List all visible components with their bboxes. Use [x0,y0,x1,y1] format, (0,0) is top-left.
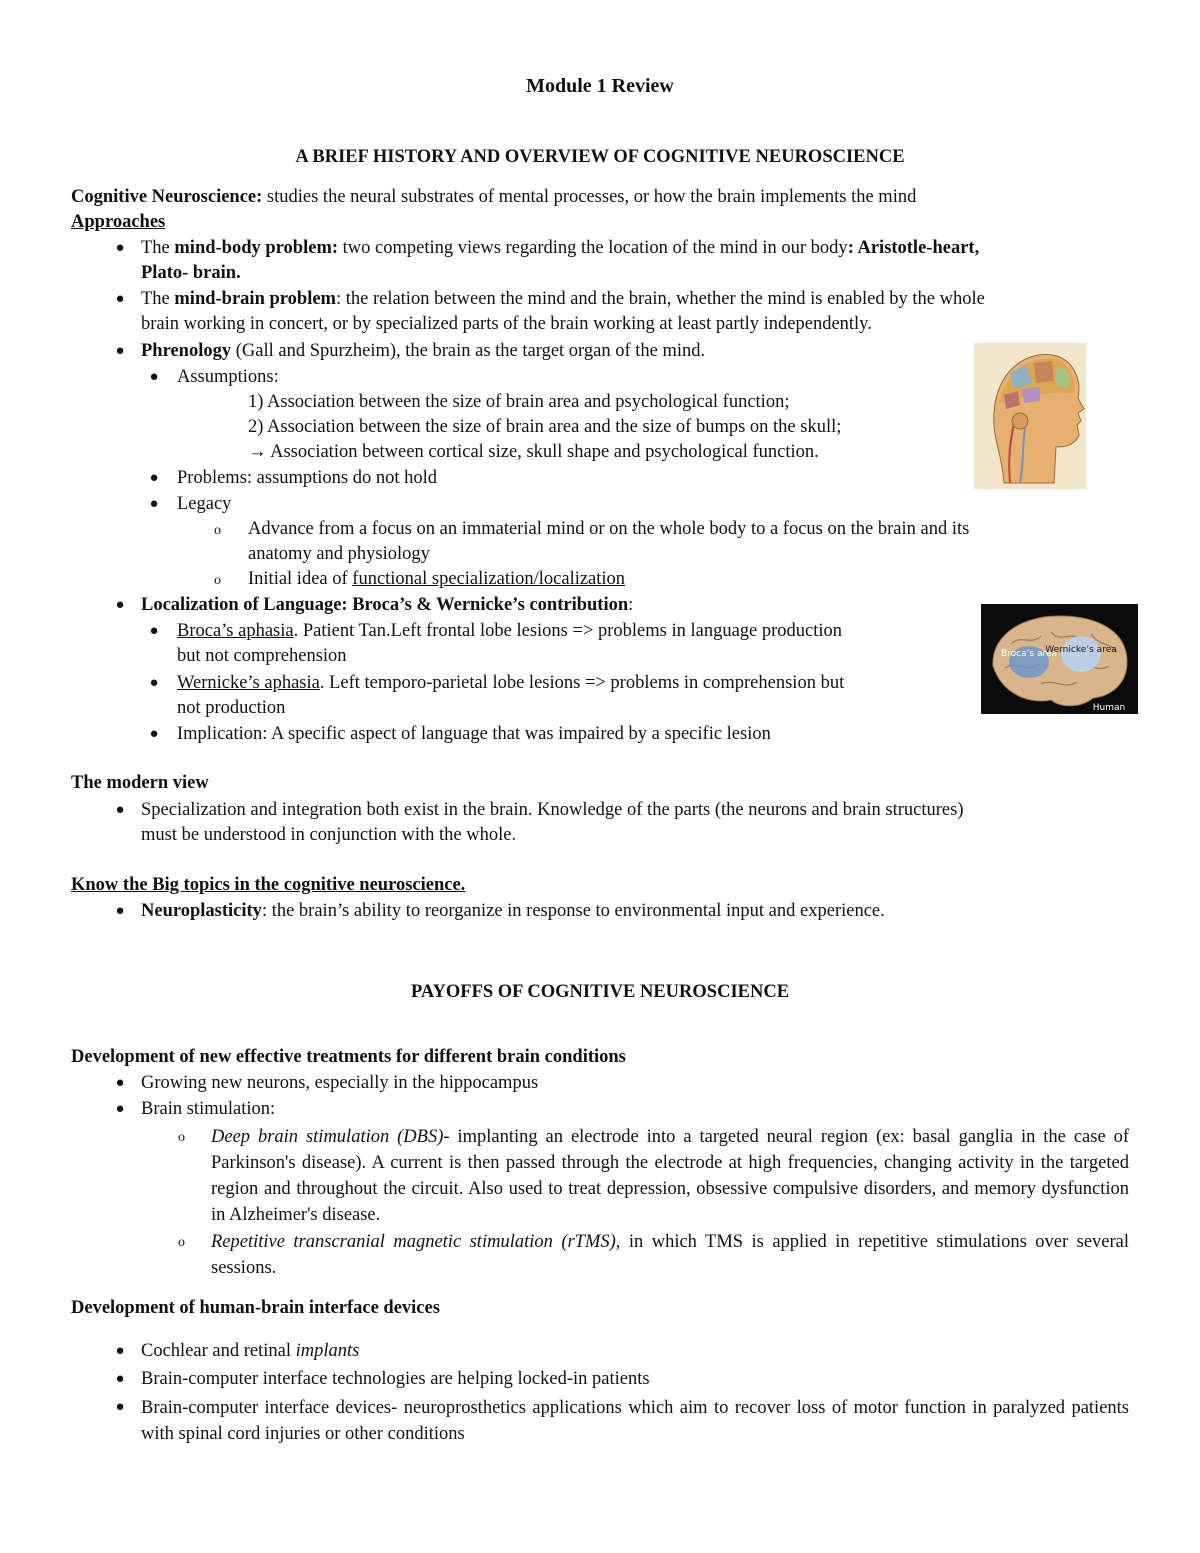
mind-body-views: : Aristotle-heart, [847,238,980,258]
bullet-icon: ● [115,1075,125,1091]
neuroplasticity-item [141,899,885,925]
page-title: Module 1 Review [526,75,674,97]
rtms-term: Repetitive transcranial magnetic stimulation (rTMS) [211,1232,616,1252]
phrenology-term: Phrenology [141,341,232,361]
mind-body-item [141,236,979,262]
rtms-item [211,1229,1129,1281]
dbs-term: Deep brain stimulation (DBS) [211,1127,444,1147]
growing-neurons-item: Growing new neurons, especially in the hippocampus [141,1073,539,1093]
broca-line2: but not comprehension [177,646,347,666]
problems-item: Problems: assumptions do not hold [177,468,438,488]
legacy-label: Legacy [177,494,232,514]
brain-areas-figure [981,604,1138,726]
brain-icon [981,604,1138,726]
bullet-icon: ● [149,369,159,385]
legacy-2-pre: Initial idea of [248,569,353,589]
mind-brain-line2: brain working in concert, or by specialized parts of the brain working at least partly independently. [141,314,872,334]
bullet-icon: ● [115,1399,125,1415]
circle-bullet-icon: o [214,523,221,538]
definition-term: Cognitive Neuroscience: [71,187,263,207]
legacy-2 [248,567,625,593]
locked-in-item: Brain-computer interface technologies are helping locked-in patients [141,1369,650,1389]
neuroplasticity-text: : the brain’s ability to reorganize in response to environmental input and experience. [261,901,885,921]
brain-stimulation-item: Brain stimulation: [141,1099,276,1119]
neuroplasticity-term: Neuroplasticity [141,901,262,921]
phrenology-head-figure [974,343,1086,495]
broca-area-label: Broca’s area [1000,649,1058,659]
implants-pre: Cochlear and retinal [141,1341,296,1361]
bullet-icon: ● [115,597,125,613]
bullet-icon: ● [115,1371,125,1387]
bullet-icon: ● [115,291,125,307]
dbs-item [211,1124,1129,1228]
language-heading-colon: : [628,595,634,615]
bullet-icon: ● [115,903,125,919]
circle-bullet-icon: o [178,1130,185,1145]
implication-item: Implication: A specific aspect of language that was impaired by a specific lesion [177,724,771,744]
species-label: Human [1092,703,1126,713]
wernicke-text: . Left temporo-parietal lobe lesions => problems in comprehension but [319,673,845,693]
assumptions-label: Assumptions: [177,367,279,387]
neuroprosthetics-item: Brain-computer interface devices- neuroprosthetics applications which aim to recover loss of motor function in paralyzed patients with spinal cord injuries or other conditions [141,1398,1129,1444]
bullet-icon: ● [115,1343,125,1359]
wernicke-term: Wernicke’s aphasia [177,673,320,693]
legacy-1: Advance from a focus on an immaterial mind or on the whole body to a focus on the brain and its [248,519,970,539]
dbs-text: - implanting an electrode into a targeted neural region (ex: basal ganglia in the case of Parkinson's disease). A current is then passed through the electrode at high frequencies, changing activity in the targeted region and throughout the circuit. Also used to treat depression, obsessive compulsive disorders, and memory dysfunction in Alzheimer's disease. [211,1127,1129,1225]
wernicke-line2: not production [177,698,286,718]
bullet-icon: ● [115,240,125,256]
wernicke-item [177,671,844,697]
mind-body-text: two competing views regarding the location of the mind in our body [338,238,848,258]
interface-heading: Development of human-brain interface devices [71,1298,440,1318]
implants-item [141,1339,359,1365]
assumption-1: 1) Association between the size of brain area and psychological function; [248,392,790,412]
rtms-text: , in which TMS is applied in repetitive stimulations over several sessions. [211,1232,1129,1278]
legacy-1-line2: anatomy and physiology [248,544,430,564]
mind-brain-pre: The [141,289,175,309]
circle-bullet-icon: o [214,573,221,588]
assumption-3 [248,440,819,466]
language-heading-text: Localization of Language: Broca’s & Wernicke’s contribution [141,595,629,615]
big-topics-heading: Know the Big topics in the cognitive neuroscience. [71,875,466,895]
bullet-icon: ● [149,726,159,742]
mind-brain-term: mind-brain problem [174,289,336,309]
bullet-icon: ● [115,1101,125,1117]
modern-view-line1: Specialization and integration both exist in the brain. Knowledge of the parts (the neurons and brain structures) [141,800,964,820]
assumption-2: 2) Association between the size of brain area and the size of bumps on the skull; [248,417,842,437]
phrenology-item [141,339,705,365]
modern-view-heading: The modern view [71,773,209,793]
circle-bullet-icon: o [178,1235,185,1250]
arrow-icon: → [248,442,267,462]
section-title-payoffs: PAYOFFS OF COGNITIVE NEUROSCIENCE [410,982,790,1002]
definition-line [71,185,916,211]
broca-text: . Patient Tan.Left frontal lobe lesions => problems in language production [293,621,843,641]
treatments-heading: Development of new effective treatments for different brain conditions [71,1047,626,1067]
approaches-heading: Approaches [71,212,166,232]
language-heading [141,593,633,619]
wernicke-area-label: Wernicke’s area [1045,645,1117,655]
bullet-icon: ● [149,470,159,486]
phrenology-head-icon [974,343,1086,495]
broca-term: Broca’s aphasia [177,621,294,641]
assumption-3-text: Association between cortical size, skull shape and psychological function. [266,442,819,462]
mind-brain-item [141,287,985,313]
bullet-icon: ● [115,343,125,359]
modern-view-line2: must be understood in conjunction with the whole. [141,825,517,845]
phrenology-text: (Gall and Spurzheim), the brain as the target organ of the mind. [231,341,706,361]
mind-brain-text: : the relation between the mind and the brain, whether the mind is enabled by the whole [335,289,985,309]
bullet-icon: ● [149,496,159,512]
section-title-history: A BRIEF HISTORY AND OVERVIEW OF COGNITIVE NEUROSCIENCE [295,147,905,167]
mind-body-term: mind-body problem: [174,238,339,258]
mind-body-pre: The [141,238,175,258]
definition-text: studies the neural substrates of mental processes, or how the brain implements the mind [262,187,917,207]
bullet-icon: ● [115,802,125,818]
mind-body-line2: Plato- brain. [141,263,241,283]
bullet-icon: ● [149,675,159,691]
implants-term: implants [295,1341,360,1361]
bullet-icon: ● [149,623,159,639]
legacy-2-term: functional specialization/localization [352,569,626,589]
broca-item [177,619,842,645]
